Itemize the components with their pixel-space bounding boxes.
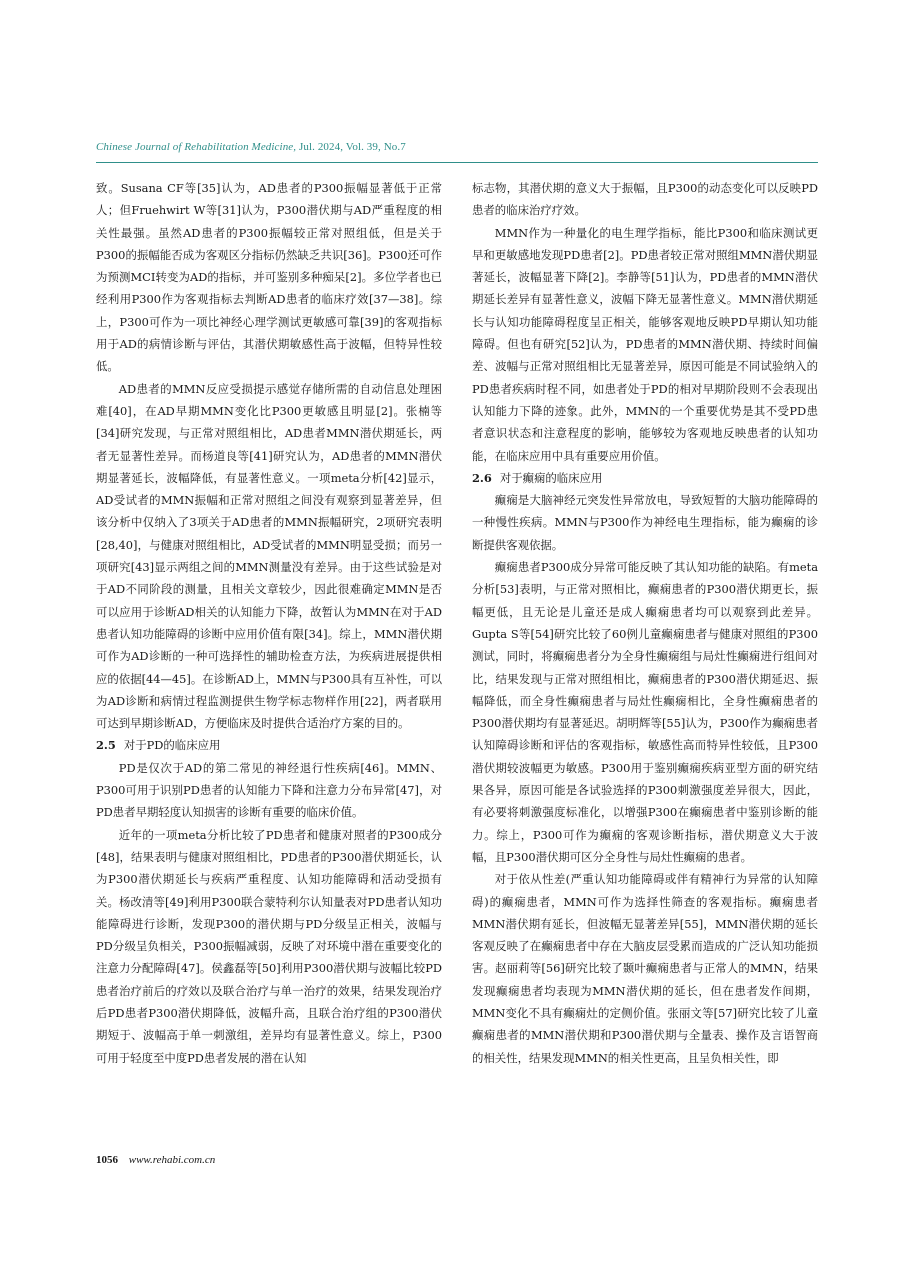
left-column <box>96 177 442 1069</box>
section-number: 2.5 <box>96 738 116 753</box>
paragraph: PD是仅次于AD的第二常见的神经退行性疾病[46]。MMN、P300可用于识别PD患者的认知能力下降和注意力分布异常[47]，对PD患者早期轻度认知损害的诊断有重要的临床价值。 <box>96 760 442 820</box>
page-number: 1056 <box>96 1154 118 1166</box>
paragraph: 致。Susana CF等[35]认为，AD患者的P300振幅显著低于正常人；但Fruehwirt W等[31]认为，P300潜伏期与AD严重程度的相关性最强。虽然AD患者的P300振幅较正常对照组低，但是关于P300的振幅能否成为客观区分指标仍然缺乏共识[36]。P300还可作为预测MCI转变为AD的指标，并可鉴别多种痴呆[2]。多位学者也已经利用P300作为客观指标去判断AD患者的临床疗效[37—38]。综上，P300可作为一项比神经心理学测试更敏感可靠[39]的客观指标用于AD的病情诊断与评估，其潜伏期敏感性高于波幅，但特异性较低。 <box>96 181 442 374</box>
section-number: 2.6 <box>472 470 492 485</box>
journal-name: Chinese Journal of Rehabilitation Medicine, <box>96 141 297 153</box>
journal-issue: Jul. 2024, Vol. 39, No.7 <box>298 141 406 153</box>
page-footer <box>96 1154 215 1166</box>
journal-url: www.rehabi.com.cn <box>128 1154 216 1166</box>
right-column <box>472 177 818 1069</box>
paragraph: AD患者的MMN反应受损提示感觉存储所需的自动信息处理困难[40]，在AD早期MMN变化比P300更敏感且明显[2]。张楠等[34]研究发现，与正常对照组相比，AD患者MMN潜伏期延长，两者无显著性差异。而杨道良等[41]研究认为，AD患者的MMN潜伏期显著延长，波幅降低，有显著性意义。一项meta分析[42]显示，AD受试者的MMN振幅和正常对照组之间没有观察到显著差异，但该分析中仅纳入了3项关于AD患者的MMN振幅研究，2项研究表明[28,40]，与健康对照组相比，AD受试者的MMN明显受损；而另一项研究[43]显示两组之间的MMN测量没有差异。由于这些试验是对于AD不同阶段的测量，且相关文章较少，因此很难确定MMN是否可以应用于诊断AD相关的认知能力下降，故暂认为MMN在对于AD患者认知功能障碍的诊断中应用价值有限[34]。综上，MMN潜伏期可作为AD诊断的一种可选择性的辅助检查方法，为疾病进展提供相应的依据[44—45]。在诊断AD上，MMN与P300具有互补性，可以为AD诊断和病情过程监测提供生物学标志物样作用[22]，两者联用可达到早期诊断AD，方便临床及时提供合适治疗方案的目的。 <box>96 381 442 731</box>
journal-header <box>96 141 406 153</box>
section-heading-2-6 <box>472 467 818 489</box>
paragraph: MMN作为一种量化的电生理学指标，能比P300和临床测试更早和更敏感地发现PD患者[2]。PD患者较正常对照组MMN潜伏期显著延长，波幅显著下降[2]。李静等[51]认为，PD患者的MMN潜伏期延长差异有显著性意义，波幅下降无显著性意义。MMN潜伏期延长与认知功能障碍程度呈正相关，能够客观地反映PD早期认知功能障碍。但也有研究[52]认为，PD患者的MMN潜伏期、持续时间偏差、波幅与正常对照组相比无显著差异，原因可能是不同试验纳入的PD患者疾病时程不同，如患者处于PD的相对早期阶段则不会表现出认知能力下降的迹象。此外，MMN的一个重要优势是其不受PD患者意识状态和注意程度的影响，能够较为客观地反映患者的认知功能，在临床应用中具有重要应用价值。 <box>472 225 818 463</box>
section-heading-2-5 <box>96 734 442 756</box>
paragraph: 对于依从性差(严重认知功能障碍或伴有精神行为异常的认知障碍)的癫痫患者，MMN可作为选择性筛查的客观指标。癫痫患者MMN潜伏期有延长，但波幅无显著差异[55]，MMN潜伏期的延长客观反映了在癫痫患者中存在大脑皮层受累而造成的广泛认知功能损害。赵丽莉等[56]研究比较了颞叶癫痫患者与正常人的MMN，结果发现癫痫患者均表现为MMN潜伏期的延长，但在患者发作间期，MMN变化不具有癫痫灶的定侧价值。张丽文等[57]研究比较了儿童癫痫患者的MMN潜伏期和P300潜伏期与全量表、操作及言语智商的相关性，结果发现MMN的相关性更高，且呈负相关性，即 <box>472 872 818 1065</box>
paragraph: 近年的一项meta分析比较了PD患者和健康对照者的P300成分[48]，结果表明与健康对照组相比，PD患者的P300潜伏期延长，认为P300潜伏期延长与疾病严重程度、认知功能障碍和活动受损有关。杨改清等[49]利用P300联合蒙特利尔认知量表对PD患者认知功能障碍进行诊断，发现P300的潜伏期与PD分级呈正相关，波幅与PD分级呈负相关，P300振幅减弱，反映了对环境中潜在重要变化的注意力分配障碍[47]。侯鑫磊等[50]利用P300潜伏期与波幅比较PD患者治疗前后的疗效以及联合治疗与单一治疗的效果，结果发现治疗后PD患者P300潜伏期降低，波幅升高，且联合治疗组的P300潜伏期短于、波幅高于单一刺激组，差异均有显著性意义。综上，P300可用于轻度至中度PD患者发展的潜在认知 <box>96 827 442 1065</box>
section-title: 对于癫痫的临床应用 <box>499 470 603 485</box>
paragraph: 癫痫患者P300成分异常可能反映了其认知功能的缺陷。有meta分析[53]表明，与正常对照相比，癫痫患者的P300潜伏期更长，振幅更低，且无论是儿童还是成人癫痫患者均可以观察到此差异。Gupta S等[54]研究比较了60例儿童癫痫患者与健康对照组的P300测试，同时，将癫痫患者分为全身性癫痫组与局灶性癫痫进行组间对比，结果发现与正常对照组相比，癫痫患者的P300潜伏期延迟、振幅降低，而全身性癫痫患者与局灶性癫痫相比，全身性癫痫患者的P300潜伏期均有显著延迟。胡明辉等[55]认为，P300作为癫痫患者认知障碍诊断和评估的客观指标，敏感性高而特异性较低，且P300潜伏期较波幅更为敏感。P300用于鉴别癫痫疾病亚型方面的研究结果各异，原因可能是各试验选择的P300刺激强度差异很大，因此，有必要将刺激强度标准化，以增强P300在癫痫患者中鉴别诊断的能力。综上，P300可作为癫痫的客观诊断指标，潜伏期意义大于波幅，且P300潜伏期可区分全身性与局灶性癫痫的患者。 <box>472 560 818 864</box>
section-title: 对于PD的临床应用 <box>123 738 221 753</box>
paragraph: 标志物，其潜伏期的意义大于振幅，且P300的动态变化可以反映PD患者的临床治疗疗效。 <box>472 181 818 218</box>
header-divider <box>96 162 818 163</box>
paragraph: 癫痫是大脑神经元突发性异常放电，导致短暂的大脑功能障碍的一种慢性疾病。MMN与P300作为神经电生理指标，能为癫痫的诊断提供客观依据。 <box>472 493 818 552</box>
